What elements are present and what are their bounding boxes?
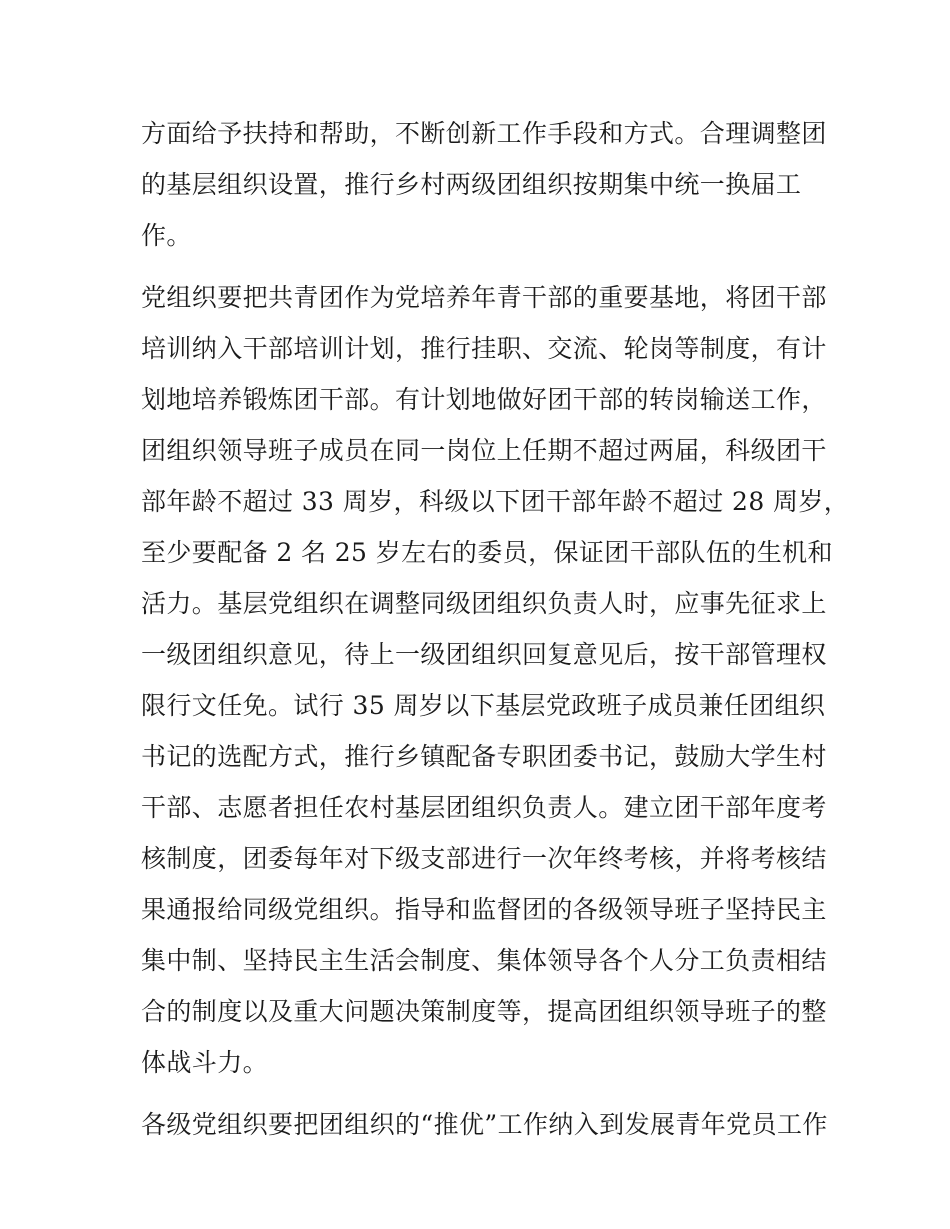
document-body — [141, 108, 850, 1150]
text-line: 活力。基层党组织在调整同级团组织负责人时，应事先征求上 — [141, 589, 827, 618]
text-line: 核制度，团委每年对下级支部进行一次年终考核，并将考核结 — [141, 844, 827, 873]
text-line: 一级团组织意见，待上一级团组织回复意见后，按干部管理权 — [141, 640, 827, 669]
text-line: 果通报给同级党组织。指导和监督团的各级领导班子坚持民主 — [141, 895, 827, 924]
text-line: 集中制、坚持民主生活会制度、集体领导各个人分工负责相结 — [141, 946, 827, 975]
text-line: 合的制度以及重大问题决策制度等，提高团组织领导班子的整 — [141, 997, 827, 1026]
text-line: 各级党组织要把团组织的“推优”工作纳入到发展青年党员工作 — [141, 1110, 828, 1139]
text-line: 培训纳入干部培训计划，推行挂职、交流、轮岗等制度，有计 — [141, 334, 827, 363]
text-line: 干部、志愿者担任农村基层团组织负责人。建立团干部年度考 — [141, 793, 827, 822]
text-line: 部年龄不超过 33 周岁，科级以下团干部年龄不超过 28 周岁， — [141, 487, 850, 516]
text-line: 书记的选配方式，推行乡镇配备专职团委书记，鼓励大学生村 — [141, 742, 827, 771]
text-line: 至少要配备 2 名 25 岁左右的委员，保证团干部队伍的生机和 — [141, 538, 833, 567]
text-line: 作。 — [141, 221, 192, 250]
text-line: 限行文任免。试行 35 周岁以下基层党政班子成员兼任团组织 — [141, 691, 826, 720]
text-line: 体战斗力。 — [141, 1048, 269, 1077]
paragraph-2 — [141, 272, 850, 1088]
paragraph-1 — [141, 108, 827, 261]
paragraph-3 — [141, 1099, 828, 1150]
text-line: 划地培养锻炼团干部。有计划地做好团干部的转岗输送工作， — [141, 385, 827, 414]
text-line: 团组织领导班子成员在同一岗位上任期不超过两届，科级团干 — [141, 436, 827, 465]
text-line: 党组织要把共青团作为党培养年青干部的重要基地，将团干部 — [141, 283, 827, 312]
text-line: 的基层组织设置，推行乡村两级团组织按期集中统一换届工 — [141, 170, 802, 199]
text-line: 方面给予扶持和帮助，不断创新工作手段和方式。合理调整团 — [141, 119, 827, 148]
